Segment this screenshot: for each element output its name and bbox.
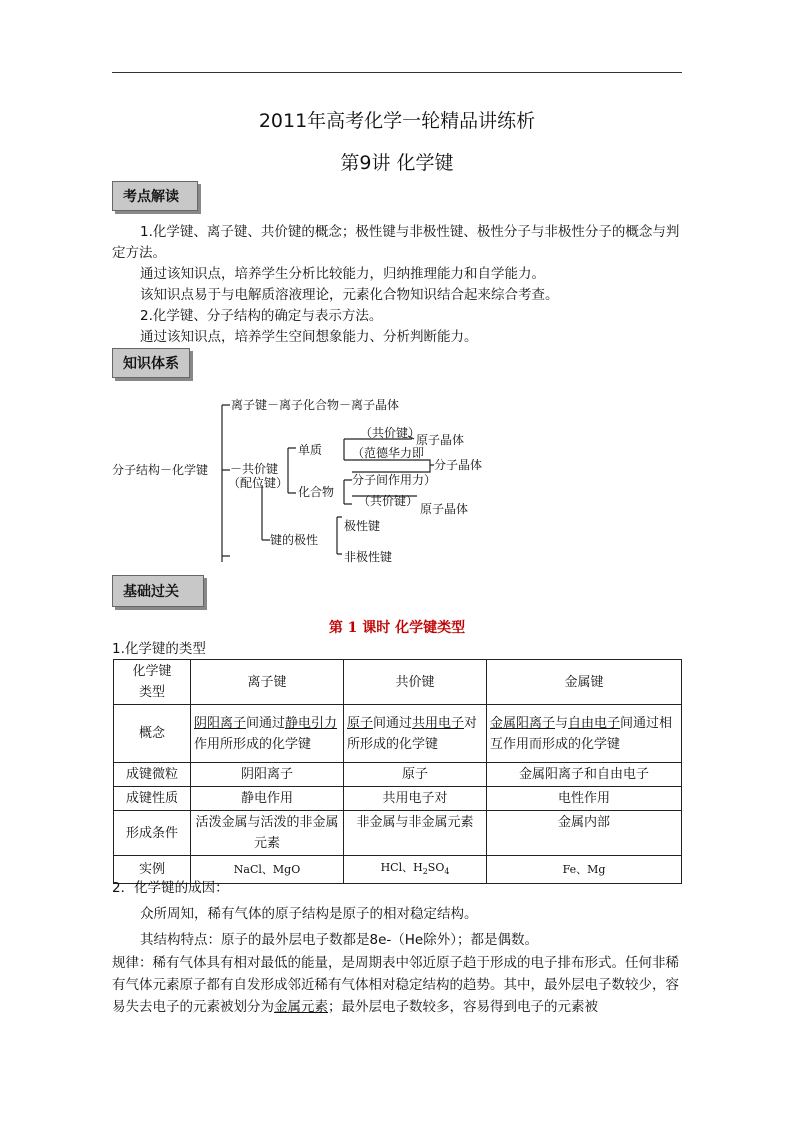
table-cell: 共用电子对 xyxy=(344,787,487,811)
text-span: 间通过 xyxy=(246,715,286,731)
header-bond: 化学键 xyxy=(132,664,172,679)
table-cell xyxy=(487,705,682,763)
section-zhishi: 知识体系 xyxy=(112,348,190,378)
text-span: 对所形成的化学键 xyxy=(347,715,478,752)
table-cell xyxy=(191,705,344,763)
table-row xyxy=(114,763,682,787)
diagram-atomic1: 原子晶体 xyxy=(416,433,465,447)
diagram-cov2: （共价键） xyxy=(358,494,419,508)
row-label: 成键性质 xyxy=(114,787,191,811)
row-label: 概念 xyxy=(114,705,191,763)
header-rule xyxy=(112,72,682,73)
table-cell: 静电作用 xyxy=(191,787,344,811)
diagram-atomic2: 原子晶体 xyxy=(420,502,469,516)
subscript: 2 xyxy=(422,867,428,877)
text-span: 间通过相互作用而形成的化学键 xyxy=(490,715,673,752)
part2-line2: 其结构特点：原子的最外层电子数都是8e-（He除外）；都是偶数。 xyxy=(140,932,538,948)
intro-p5: 通过该知识点，培养学生空间想象能力、分析判断能力。 xyxy=(140,329,478,345)
table-cell: 活泼金属与活泼的非金属元素 xyxy=(191,811,344,856)
diagram-root: 分子结构－化学键 xyxy=(112,463,209,477)
table-cell: 非金属与非金属元素 xyxy=(344,811,487,856)
table-row xyxy=(114,705,682,763)
diagram-compound: 化合物 xyxy=(298,485,335,499)
intro-p4: 2.化学键、分子结构的确定与表示方法。 xyxy=(140,308,383,324)
lesson-title: 第 1 课时 化学键类型 xyxy=(328,620,466,636)
section-kaodian: 考点解读 xyxy=(112,181,198,211)
text-span: 金属阳离子 xyxy=(490,715,556,731)
subscript: 4 xyxy=(444,867,450,877)
diagram-coord: （配位键） xyxy=(228,476,289,490)
text-span: SO xyxy=(427,861,445,874)
part2-line3 xyxy=(112,952,684,1018)
page-title: 2011年高考化学一轮精品讲练析 xyxy=(258,110,536,132)
table-row xyxy=(114,811,682,856)
row-label: 成键微粒 xyxy=(114,763,191,787)
diagram-element: 单质 xyxy=(298,443,323,457)
table-header-cell xyxy=(114,660,191,705)
diagram-vdw: （范德华力即 xyxy=(352,446,425,460)
table-cell: 金属阳离子和自由电子 xyxy=(487,763,682,787)
intro-p3: 该知识点易于与电解质溶液理论，元素化合物知识结合起来综合考查。 xyxy=(140,287,559,303)
intro-p1: 1.化学键、离子键、共价键的概念；极性键与非极性键、极性分子与非极性分子的概念与判定方法。 xyxy=(112,224,680,261)
table-header-cell: 共价键 xyxy=(344,660,487,705)
text-span: 间通过 xyxy=(373,715,413,731)
text-span: 规律：稀有气体具有相对最低的能量，是周期表中邻近原子趋于形成的电子排布形式。任何非稀有气体元素原子都有自发形成邻近稀有气体相对稳定结构的趋势。其中，最外层电子数较少，容易失去电子的元素被划分为 xyxy=(112,955,679,1015)
table-header-cell: 离子键 xyxy=(191,660,344,705)
text-span: 与 xyxy=(555,715,569,731)
diagram-polarity: 键的极性 xyxy=(270,533,319,547)
text-span: 金属元素 xyxy=(274,999,328,1015)
table-cell: 电性作用 xyxy=(487,787,682,811)
diagram-covalent: －共价键 xyxy=(230,462,279,476)
part2-line1: 众所周知，稀有气体的原子结构是原子的相对稳定结构。 xyxy=(140,906,478,922)
lecture-title: 第9讲 化学键 xyxy=(340,152,454,174)
diagram-cov1: （共价键） xyxy=(360,426,421,440)
table-cell: 阴阳离子 xyxy=(191,763,344,787)
section-jichu: 基础过关 xyxy=(112,575,204,607)
diagram-intermol: 分子间作用力） xyxy=(352,473,437,487)
text-span: HCl、H xyxy=(380,861,423,874)
table-row xyxy=(114,660,682,705)
table-cell: NaCl、MgO xyxy=(191,856,344,884)
text-span: 阴阳离子 xyxy=(194,715,247,731)
table-cell xyxy=(344,705,487,763)
part2-heading: 2．化学键的成因： xyxy=(112,880,229,896)
text-span: 共用电子 xyxy=(412,715,465,731)
table-cell: 金属内部 xyxy=(487,811,682,856)
text-span: 原子 xyxy=(347,715,374,731)
row-label: 形成条件 xyxy=(114,811,191,856)
row-label: 实例 xyxy=(114,856,191,884)
table-cell: Fe、Mg xyxy=(487,856,682,884)
text-span: 作用所形成的化学键 xyxy=(194,736,312,752)
table-cell: 原子 xyxy=(344,763,487,787)
text-span: 静电引力 xyxy=(285,715,338,731)
text-span: ；最外层电子数较多，容易得到电子的元素被 xyxy=(328,999,598,1015)
diagram-molecular: 分子晶体 xyxy=(434,458,483,472)
diagram-ionic: 离子键－离子化合物－离子晶体 xyxy=(231,398,400,412)
intro-p2: 通过该知识点，培养学生分析比较能力，归纳推理能力和自学能力。 xyxy=(140,266,545,282)
bond-types-table xyxy=(113,659,682,884)
header-type: 类型 xyxy=(138,685,165,700)
knowledge-diagram xyxy=(112,392,492,568)
table-row xyxy=(114,787,682,811)
text-span: 自由电子 xyxy=(568,715,621,731)
diagram-nonpolar: 非极性键 xyxy=(344,550,393,564)
diagram-polar: 极性键 xyxy=(344,519,381,533)
table-caption: 1.化学键的类型 xyxy=(112,641,206,657)
table-header-cell: 金属键 xyxy=(487,660,682,705)
